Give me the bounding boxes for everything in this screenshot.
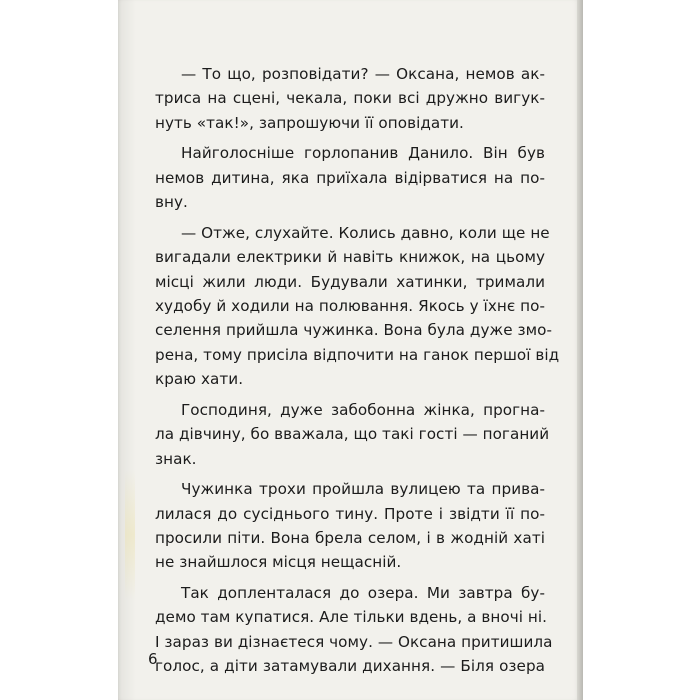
text-line: не знайшлося місця нещасній. xyxy=(155,553,402,572)
page-edge xyxy=(577,0,583,700)
page-number: 6 xyxy=(148,650,158,668)
text-line: триса на сцені, чекала, поки всі дружно вигук- xyxy=(155,89,545,108)
paper-stain xyxy=(125,470,135,600)
text-line: демо там купатися. Але тільки вдень, а вночі ні. xyxy=(155,608,548,627)
paragraph xyxy=(155,62,545,135)
text-line: краю хати. xyxy=(155,370,244,389)
text-line: Господиня, дуже забобонна жінка, прогна- xyxy=(181,400,545,419)
paragraph xyxy=(155,141,545,214)
paragraph xyxy=(155,581,553,679)
text-line: знак. xyxy=(155,449,197,468)
text-line: місці жили люди. Будували хатинки, тримали xyxy=(155,272,545,291)
text-line: вигадали електрики й навіть книжок, на цьому xyxy=(155,248,545,267)
text-line: худобу й ходили на полювання. Якось у їхнє по- xyxy=(155,297,545,316)
text-line: голос, а діти затамували дихання. — Біля озера xyxy=(155,657,545,676)
text-line: рена, тому присіла відпочити на ганок першої від xyxy=(155,345,560,364)
text-line: лилася до сусіднього тину. Проте і звідти її по- xyxy=(155,504,545,523)
text-line: селення прийшла чужинка. Вона була дуже змо- xyxy=(155,321,553,340)
paragraph xyxy=(155,398,550,471)
paragraph xyxy=(155,477,545,575)
text-line: ла дівчину, бо вважала, що такі гості — поганий xyxy=(155,425,550,444)
body-text xyxy=(155,62,560,685)
text-line: Так допленталася до озера. Ми завтра бу- xyxy=(181,584,545,603)
text-line: — То що, розповідати? — Оксана, немов ак- xyxy=(181,65,545,83)
text-line: вну. xyxy=(155,193,188,212)
text-line: немов дитина, яка приїхала відірватися на по- xyxy=(155,168,545,187)
text-line: І зараз ви дізнаєтеся чому. — Оксана притишила xyxy=(155,632,553,651)
text-line: — Отже, слухайте. Колись давно, коли ще не xyxy=(181,223,550,242)
text-line: Найголосніше горлопанив Данило. Він був xyxy=(181,144,545,163)
text-line: просили піти. Вона брела селом, і в жодній хаті xyxy=(155,529,545,548)
paragraph xyxy=(155,221,560,392)
text-line: нуть «так!», запрошуючи її оповідати. xyxy=(155,113,464,132)
text-line: Чужинка трохи пройшла вулицею та прива- xyxy=(181,480,545,499)
